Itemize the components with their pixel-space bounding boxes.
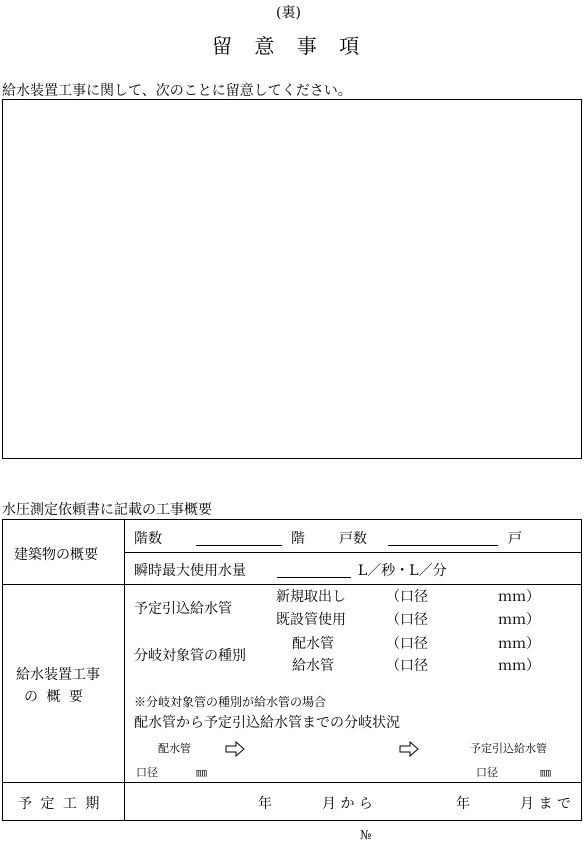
schedule-year-to: 年: [456, 796, 470, 812]
units-input[interactable]: [388, 545, 498, 546]
supply-label-line2: の 概 要: [24, 689, 85, 705]
right-pipe-label: 予定引込給水管: [470, 742, 547, 755]
schedule-month-from: 月 か ら: [322, 796, 373, 812]
max-flow-label: 瞬時最大使用水量: [134, 563, 246, 579]
schedule-label: 予 定 工 期: [18, 796, 102, 812]
floors-unit: 階: [291, 531, 305, 547]
units-unit: 戸: [508, 531, 522, 547]
diameter-open: （口径: [386, 612, 428, 628]
diameter-open: （口径: [386, 658, 428, 674]
branch-note: ※分岐対象管の種別が給水管の場合: [134, 695, 327, 709]
planned-pipe-label: 予定引込給水管: [134, 601, 232, 617]
branch-type-label: 分岐対象管の種別: [134, 648, 246, 664]
table-column-divider: [124, 519, 125, 821]
new-intake-option[interactable]: 新規取出し: [276, 589, 346, 605]
overview-title: 水圧測定依頼書に記載の工事概要: [2, 502, 212, 518]
diameter-open: （口径: [386, 589, 428, 605]
page-title: 留 意 事 項: [212, 34, 368, 58]
right-bore-label: 口径: [476, 766, 498, 779]
supply-pipe-option[interactable]: 給水管: [292, 658, 334, 674]
left-pipe-label: 配水管: [158, 742, 191, 755]
left-bore-label: 口径: [136, 766, 158, 779]
diameter-open: （口径: [386, 636, 428, 652]
floors-input[interactable]: [196, 545, 282, 546]
arrow-right-icon: [399, 741, 419, 757]
side-label: (裏): [276, 5, 301, 21]
branch-status-label: 配水管から予定引込給水管までの分岐状況: [134, 715, 400, 731]
notice-intro: 給水装置工事に関して、次のことに留意してください。: [2, 83, 352, 99]
supply-label-line1: 給水装置工事: [16, 667, 100, 683]
building-label: 建築物の概要: [14, 547, 98, 563]
document-number-label: №: [360, 828, 372, 842]
max-flow-unit: L／秒・L／分: [358, 563, 447, 579]
schedule-year-from: 年: [258, 796, 272, 812]
notice-textarea[interactable]: [2, 99, 582, 459]
diameter-close: ｍｍ）: [498, 636, 540, 652]
diameter-close: ｍｍ）: [498, 589, 540, 605]
arrow-right-icon: [225, 741, 245, 757]
right-bore-unit: ㎜: [540, 766, 551, 779]
floors-label: 階数: [134, 531, 162, 547]
schedule-month-to: 月 ま で: [520, 796, 571, 812]
units-label: 戸数: [339, 531, 367, 547]
table-row-divider: [2, 584, 582, 585]
distribution-pipe-option[interactable]: 配水管: [292, 636, 334, 652]
table-row-divider: [2, 782, 582, 783]
existing-use-option[interactable]: 既設管使用: [276, 612, 346, 628]
diameter-close: ｍｍ）: [498, 658, 540, 674]
left-bore-unit: ㎜: [196, 766, 207, 779]
diameter-close: ｍｍ）: [498, 612, 540, 628]
table-row-divider: [124, 552, 582, 553]
max-flow-input[interactable]: [277, 577, 351, 578]
